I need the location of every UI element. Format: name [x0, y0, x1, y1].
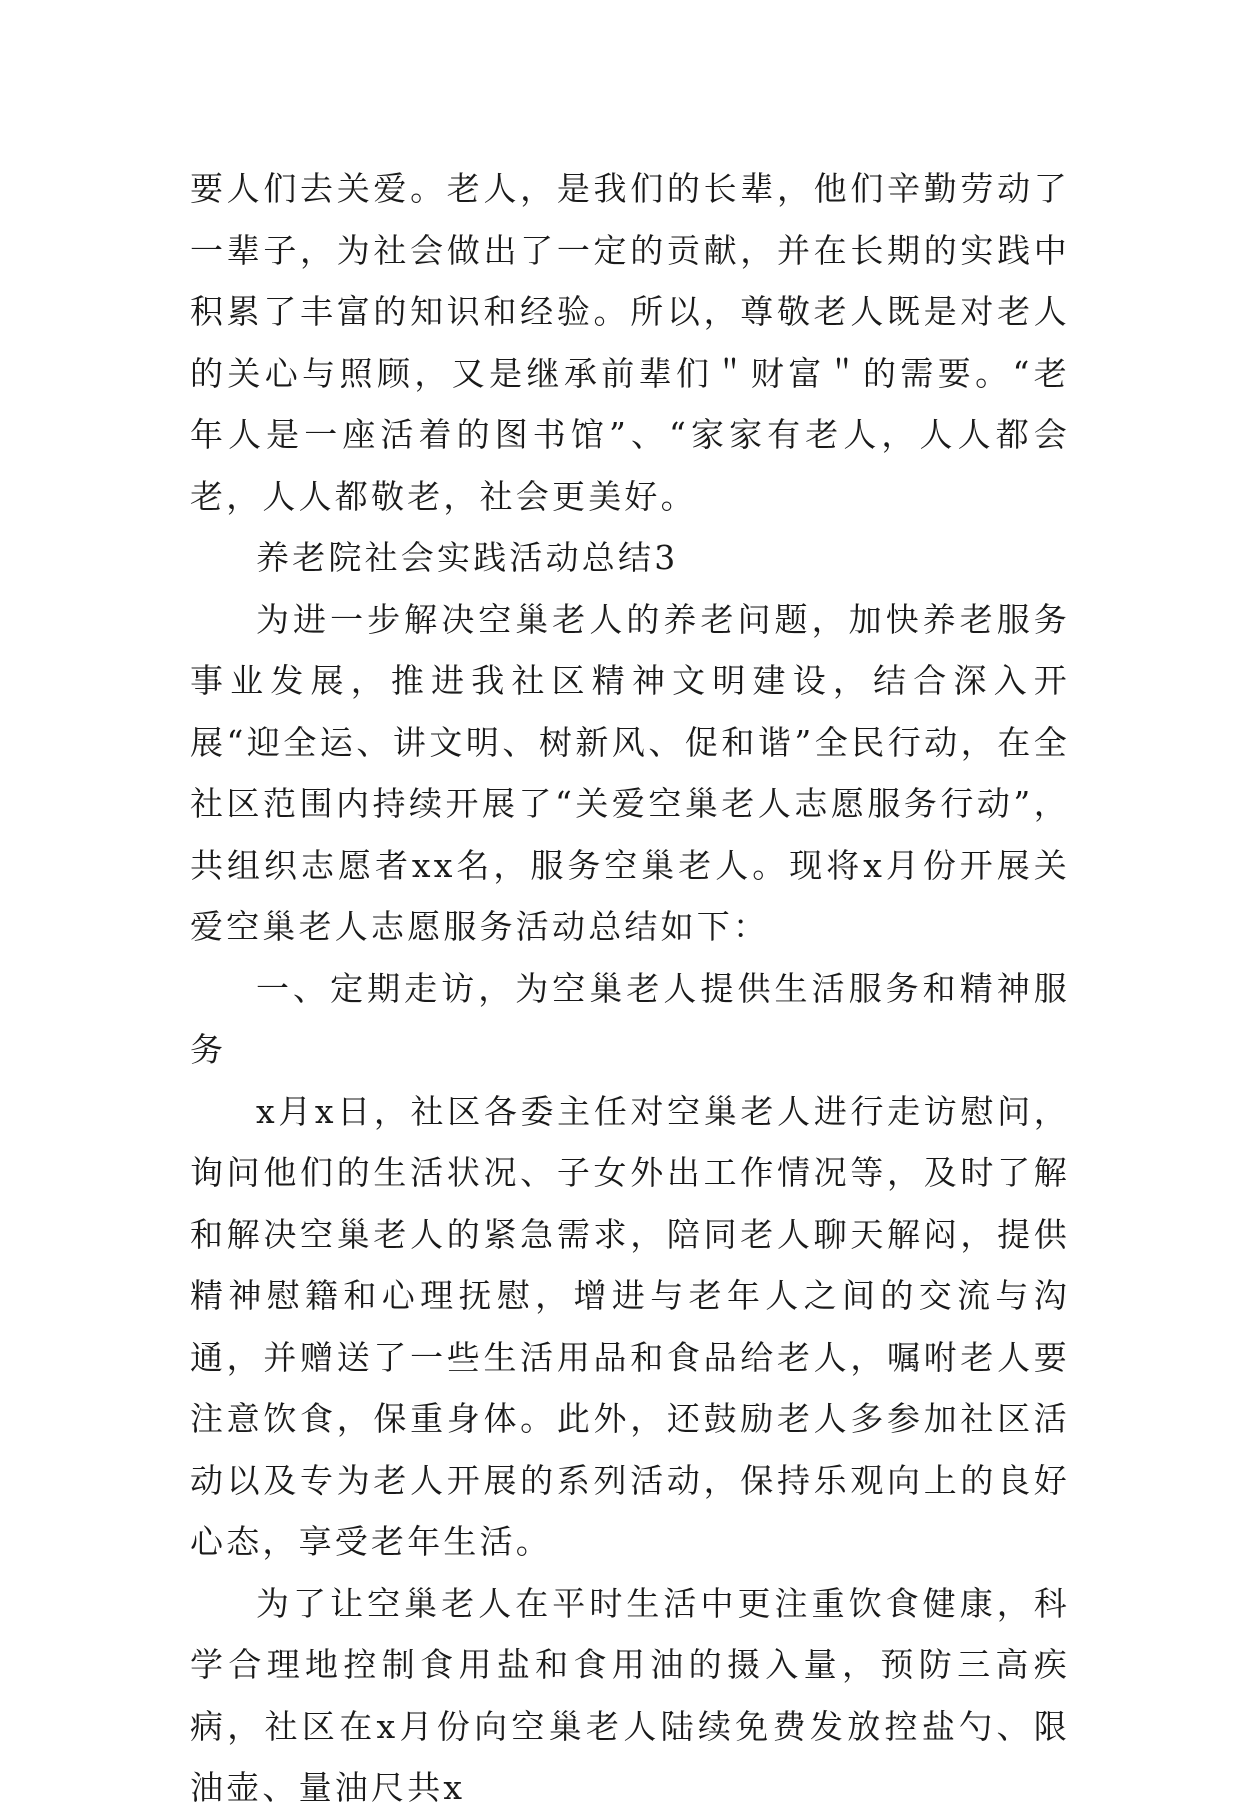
paragraph-overview: 为进一步解决空巢老人的养老问题，加快养老服务事业发展，推进我社区精神文明建设，结合深入开展“迎全运、讲文明、树新风、促和谐”全民行动，在全社区范围内持续开展了“关爱空巢老人志愿服务行动”，共组织志愿者xx名，服务空巢老人。现将x月份开展关爱空巢老人志愿服务活动总结如下： [190, 599, 1070, 946]
subheading-regular-visits: 一、定期走访，为空巢老人提供生活服务和精神服务 [190, 968, 1070, 1069]
paragraph-visit-details: x月x日，社区各委主任对空巢老人进行走访慰问，询问他们的生活状况、子女外出工作情况等，及时了解和解决空巢老人的紧急需求，陪同老人聊天解闷，提供精神慰籍和心理抚慰，增进与老年人之间的交流与沟通，并赠送了一些生活用品和食品给老人，嘱咐老人要注意饮食，保重身体。此外，还鼓励老人多参加社区活动以及专为老人开展的系列活动，保持乐观向上的良好心态，享受老年生活。 [190, 1091, 1070, 1561]
paragraph-intro-continuation: 要人们去关爱。老人，是我们的长辈，他们辛勤劳动了一辈子，为社会做出了一定的贡献，并在长期的实践中积累了丰富的知识和经验。所以，尊敬老人既是对老人的关心与照顾，又是继承前辈们＂财富＂的需要。“老年人是一座活着的图书馆”、“家家有老人，人人都会老，人人都敬老，社会更美好。 [190, 169, 1070, 516]
section-heading: 养老院社会实践活动总结3 [256, 538, 679, 577]
document-body [190, 158, 1070, 1819]
paragraph-health-measures: 为了让空巢老人在平时生活中更注重饮食健康，科学合理地控制食用盐和食用油的摄入量，预防三高疾病，社区在x月份向空巢老人陆续免费发放控盐勺、限油壶、量油尺共x [190, 1583, 1070, 1807]
